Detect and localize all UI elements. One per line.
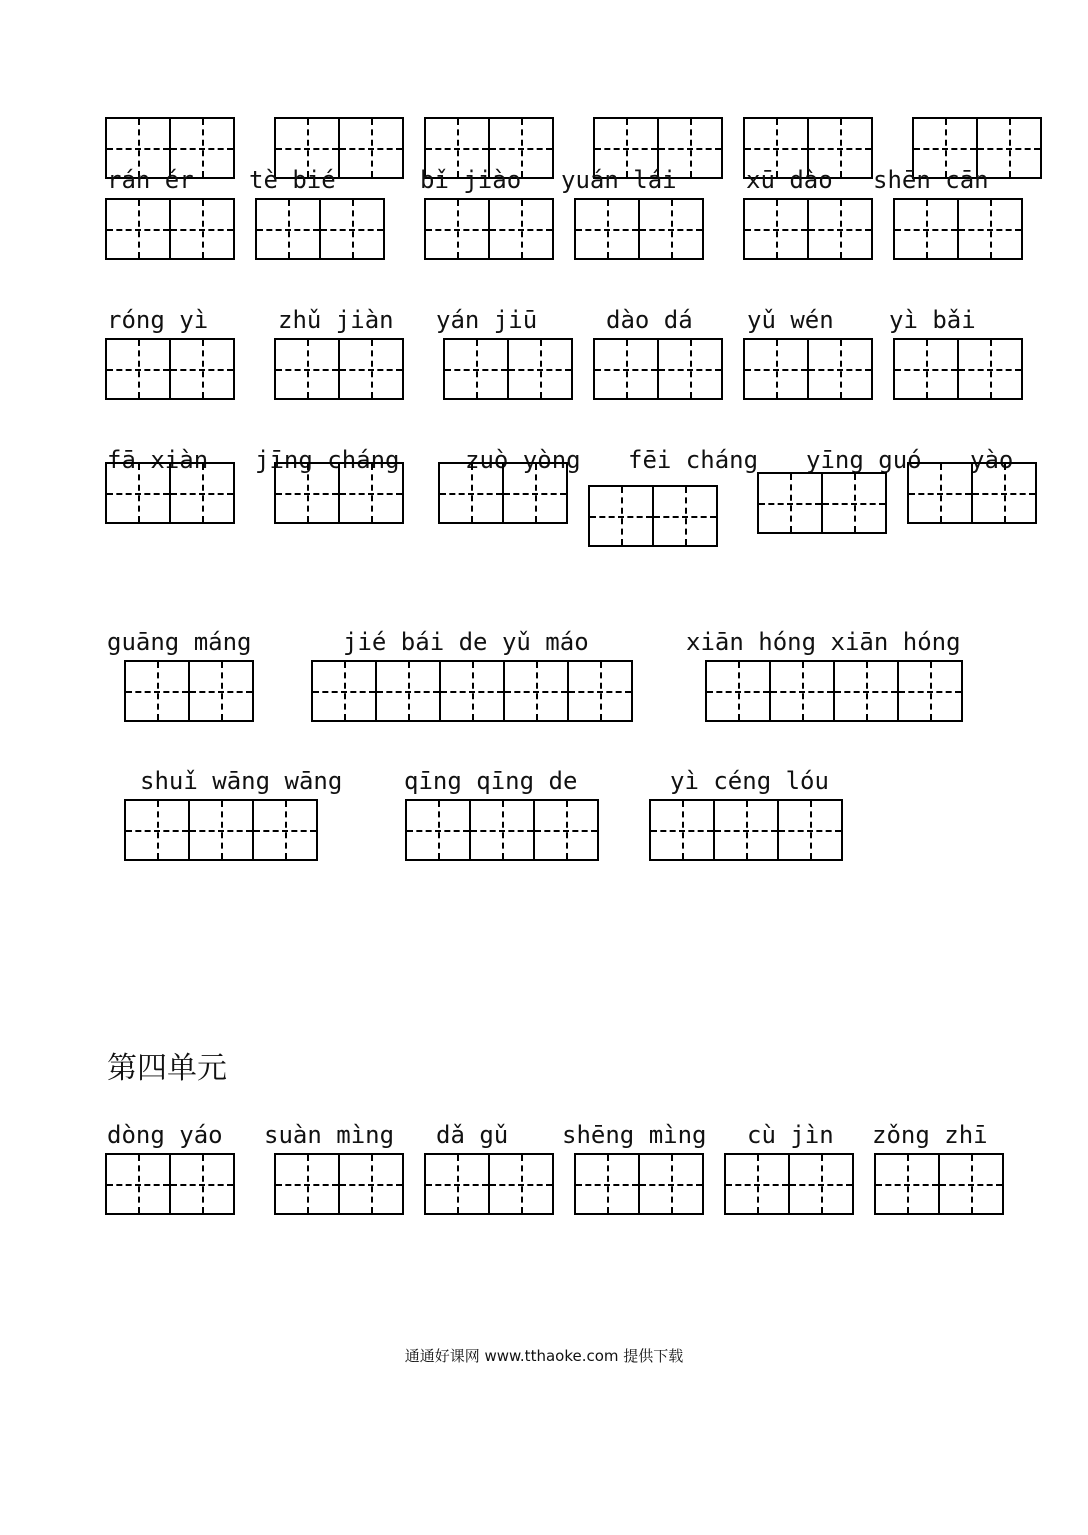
char-writing-cell[interactable] — [743, 338, 809, 400]
char-box-group[interactable] — [757, 472, 887, 534]
char-writing-cell[interactable] — [274, 1153, 340, 1215]
pinyin-label: guāng máng — [107, 628, 252, 656]
pinyin-label: róng yì — [107, 306, 209, 334]
char-writing-cell[interactable] — [638, 198, 704, 260]
char-box-group[interactable] — [907, 462, 1037, 524]
char-writing-cell[interactable] — [105, 198, 171, 260]
char-writing-cell[interactable] — [488, 1153, 554, 1215]
char-box-group[interactable] — [124, 660, 254, 722]
char-writing-cell[interactable] — [424, 198, 490, 260]
char-writing-cell[interactable] — [438, 462, 504, 524]
char-writing-cell[interactable] — [652, 485, 718, 547]
char-writing-cell[interactable] — [124, 660, 190, 722]
char-writing-cell[interactable] — [788, 1153, 854, 1215]
char-writing-cell[interactable] — [105, 338, 171, 400]
char-writing-cell[interactable] — [657, 338, 723, 400]
char-writing-cell[interactable] — [533, 799, 599, 861]
char-box-group[interactable] — [105, 1153, 235, 1215]
char-writing-cell[interactable] — [507, 338, 573, 400]
char-writing-cell[interactable] — [757, 472, 823, 534]
char-writing-cell[interactable] — [938, 1153, 1004, 1215]
char-box-group[interactable] — [438, 462, 568, 524]
char-box-group[interactable] — [274, 1153, 404, 1215]
pinyin-label: shēng mìng — [562, 1121, 707, 1149]
pinyin-label: zhǔ jiàn — [278, 306, 394, 334]
char-box-group[interactable] — [705, 660, 963, 722]
char-box-group[interactable] — [311, 660, 633, 722]
char-box-group[interactable] — [105, 198, 235, 260]
char-writing-cell[interactable] — [574, 198, 640, 260]
char-box-group[interactable] — [743, 198, 873, 260]
char-writing-cell[interactable] — [833, 660, 899, 722]
char-writing-cell[interactable] — [105, 462, 171, 524]
char-box-group[interactable] — [424, 198, 554, 260]
char-writing-cell[interactable] — [502, 462, 568, 524]
char-writing-cell[interactable] — [874, 1153, 940, 1215]
char-box-group[interactable] — [124, 799, 318, 861]
pinyin-label: qīng qīng de — [404, 767, 578, 795]
char-writing-cell[interactable] — [311, 660, 377, 722]
char-writing-cell[interactable] — [705, 660, 771, 722]
pinyin-label: yào — [970, 446, 1014, 474]
char-writing-cell[interactable] — [188, 660, 254, 722]
char-writing-cell[interactable] — [255, 198, 321, 260]
pinyin-label: xiān hóng xiān hóng — [686, 628, 961, 656]
char-writing-cell[interactable] — [897, 660, 963, 722]
char-writing-cell[interactable] — [807, 338, 873, 400]
char-writing-cell[interactable] — [724, 1153, 790, 1215]
pinyin-label: dǎ gǔ — [436, 1121, 509, 1149]
char-box-group[interactable] — [424, 1153, 554, 1215]
char-writing-cell[interactable] — [893, 198, 959, 260]
char-writing-cell[interactable] — [503, 660, 569, 722]
char-box-group[interactable] — [274, 338, 404, 400]
char-writing-cell[interactable] — [424, 1153, 490, 1215]
char-writing-cell[interactable] — [169, 338, 235, 400]
char-writing-cell[interactable] — [405, 799, 471, 861]
pinyin-label: dào dá — [606, 306, 693, 334]
pinyin-label: yǔ wén — [747, 306, 834, 334]
char-writing-cell[interactable] — [338, 1153, 404, 1215]
pinyin-label: jié bái de yǔ máo — [343, 628, 589, 656]
char-writing-cell[interactable] — [169, 198, 235, 260]
pinyin-label: zǒng zhī — [872, 1121, 988, 1149]
pinyin-label: shuǐ wāng wāng — [140, 767, 343, 795]
pinyin-label: xū dào — [746, 166, 833, 194]
char-writing-cell[interactable] — [649, 799, 715, 861]
char-writing-cell[interactable] — [957, 338, 1023, 400]
char-writing-cell[interactable] — [469, 799, 535, 861]
char-box-group[interactable] — [588, 485, 718, 547]
pinyin-label: bǐ jiào — [420, 166, 522, 194]
char-writing-cell[interactable] — [743, 198, 809, 260]
pinyin-label: suàn mìng — [264, 1121, 395, 1149]
char-writing-cell[interactable] — [971, 462, 1037, 524]
char-writing-cell[interactable] — [638, 1153, 704, 1215]
char-writing-cell[interactable] — [274, 338, 340, 400]
char-writing-cell[interactable] — [574, 1153, 640, 1215]
char-writing-cell[interactable] — [338, 462, 404, 524]
char-writing-cell[interactable] — [713, 799, 779, 861]
char-box-group[interactable] — [893, 338, 1023, 400]
pinyin-label: yì bǎi — [889, 306, 976, 334]
char-writing-cell[interactable] — [105, 1153, 171, 1215]
char-box-group[interactable] — [593, 338, 723, 400]
pinyin-label: zuò yòng — [465, 446, 581, 474]
char-writing-cell[interactable] — [893, 338, 959, 400]
char-box-group[interactable] — [743, 338, 873, 400]
char-writing-cell[interactable] — [593, 338, 659, 400]
char-box-group[interactable] — [274, 462, 404, 524]
char-writing-cell[interactable] — [319, 198, 385, 260]
pinyin-label: yì céng lóu — [670, 767, 829, 795]
char-box-group[interactable] — [893, 198, 1023, 260]
pinyin-label: yuán lái — [561, 166, 677, 194]
char-writing-cell[interactable] — [338, 117, 404, 179]
char-box-group[interactable] — [105, 338, 235, 400]
char-writing-cell[interactable] — [821, 472, 887, 534]
char-writing-cell[interactable] — [957, 198, 1023, 260]
char-writing-cell[interactable] — [443, 338, 509, 400]
pinyin-label: rán ér — [107, 166, 194, 194]
char-writing-cell[interactable] — [588, 485, 654, 547]
char-box-group[interactable] — [443, 338, 573, 400]
char-box-group[interactable] — [255, 198, 385, 260]
char-box-group[interactable] — [724, 1153, 854, 1215]
char-writing-cell[interactable] — [807, 198, 873, 260]
char-writing-cell[interactable] — [274, 462, 340, 524]
pinyin-label: tè bié — [249, 166, 336, 194]
char-box-group[interactable] — [874, 1153, 1004, 1215]
pinyin-label: yīng guó — [806, 446, 922, 474]
char-writing-cell[interactable] — [169, 462, 235, 524]
char-writing-cell[interactable] — [188, 799, 254, 861]
pinyin-label: yán jiū — [436, 306, 538, 334]
char-box-group[interactable] — [574, 1153, 704, 1215]
char-writing-cell[interactable] — [338, 338, 404, 400]
unit-heading: 第四单元 — [107, 1051, 227, 1086]
char-writing-cell[interactable] — [488, 198, 554, 260]
char-writing-cell[interactable] — [439, 660, 505, 722]
char-box-group[interactable] — [649, 799, 843, 861]
pinyin-label: fā xiàn — [107, 446, 209, 474]
char-box-group[interactable] — [405, 799, 599, 861]
pinyin-label: fēi cháng — [628, 446, 759, 474]
char-writing-cell[interactable] — [769, 660, 835, 722]
pinyin-label: shēn cān — [873, 166, 989, 194]
char-writing-cell[interactable] — [252, 799, 318, 861]
char-box-group[interactable] — [105, 462, 235, 524]
char-writing-cell[interactable] — [777, 799, 843, 861]
char-writing-cell[interactable] — [907, 462, 973, 524]
pinyin-label: dòng yáo — [107, 1121, 223, 1149]
char-box-group[interactable] — [574, 198, 704, 260]
pinyin-label: jīng cháng — [255, 446, 400, 474]
char-writing-cell[interactable] — [124, 799, 190, 861]
footer-source: 通通好课网 www.tthaoke.com 提供下载 — [404, 1347, 684, 1365]
char-writing-cell[interactable] — [567, 660, 633, 722]
char-writing-cell[interactable] — [375, 660, 441, 722]
pinyin-label: cù jìn — [747, 1121, 834, 1149]
char-writing-cell[interactable] — [169, 1153, 235, 1215]
